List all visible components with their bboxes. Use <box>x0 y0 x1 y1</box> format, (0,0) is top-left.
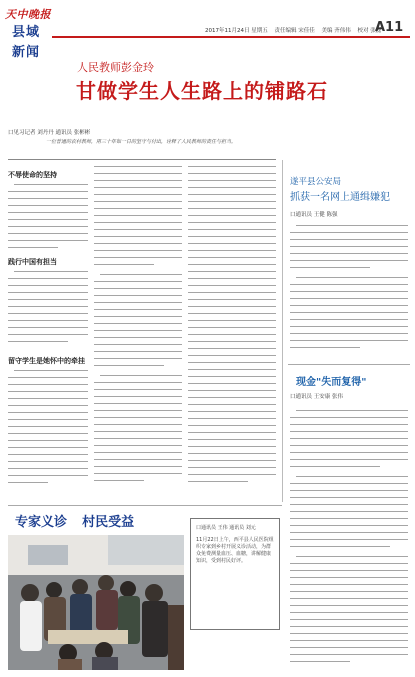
right-divider <box>288 364 410 365</box>
bottom-photo <box>8 535 184 670</box>
article-col-3-text <box>188 166 276 496</box>
subhead-1: 不辱使命的坚持 <box>8 171 57 179</box>
right-story2-body <box>290 410 408 668</box>
right-news-county: 遂平县公安局 <box>290 177 342 187</box>
section-label-small: 县域 <box>12 25 41 40</box>
editor: 责任编辑 宋佳佳 <box>274 28 315 34</box>
page-number: A11 <box>375 20 404 35</box>
bottom-rule <box>8 505 282 506</box>
caption-text: 11月22日上午，西平县人民医院组织专家到乡村开展义诊活动，为群众免费测量血压、血糖，讲解健康知识，受到村民好评。 <box>196 537 274 564</box>
proofreader: 校对 张磊 <box>357 28 382 34</box>
article-col-1-text <box>8 184 88 252</box>
headline-byline: 口见习记者 刘丹丹 通讯员 张彬彬 <box>8 130 91 136</box>
subhead-2: 践行中国有担当 <box>8 258 57 266</box>
page-meta <box>205 26 381 34</box>
right-news-byline: 口通讯员 王健 陈强 <box>290 212 338 218</box>
headline-rule <box>8 159 276 160</box>
caption-byline: 口通讯员 王伟 通讯员 刘元 <box>196 525 256 531</box>
subhead-3: 留守学生是她怀中的牵挂 <box>8 357 85 365</box>
right-story2-title: 现金"失而复得" <box>296 377 367 388</box>
logo-text: 天中晚报 <box>5 8 51 21</box>
header-rule <box>52 36 410 38</box>
bottom-title-left: 专家义诊 <box>15 515 68 530</box>
article-col-1b-text <box>8 271 88 351</box>
article-col-2-text <box>94 166 182 496</box>
right-news-body <box>290 225 408 360</box>
masthead-logo <box>5 3 57 21</box>
headline-title: 甘做学生人生路上的铺路石 <box>76 79 328 103</box>
designer: 美编 齐伟伟 <box>321 28 351 34</box>
bottom-title <box>15 511 134 530</box>
article-col-1c-text <box>8 370 88 490</box>
caption-box <box>190 518 280 630</box>
date-line: 2017年11月24日 星期五 <box>205 28 268 34</box>
col-divider-vertical <box>282 160 283 502</box>
right-news-title: 抓获一名网上通缉嫌犯 <box>290 192 390 203</box>
right-story2-byline: 口通讯员 王安康 张伟 <box>290 394 343 400</box>
bottom-title-right: 村民受益 <box>82 515 135 530</box>
headline-kicker: 人民教师彭金玲 <box>77 61 154 74</box>
section-label-big: 新闻 <box>12 45 41 60</box>
clinic-photo-illustration <box>8 535 184 670</box>
headline-intro: 一位普通的农村教师，用三十年如一日的坚守与付出，诠释了人民教师的责任与担当。 <box>46 139 237 145</box>
